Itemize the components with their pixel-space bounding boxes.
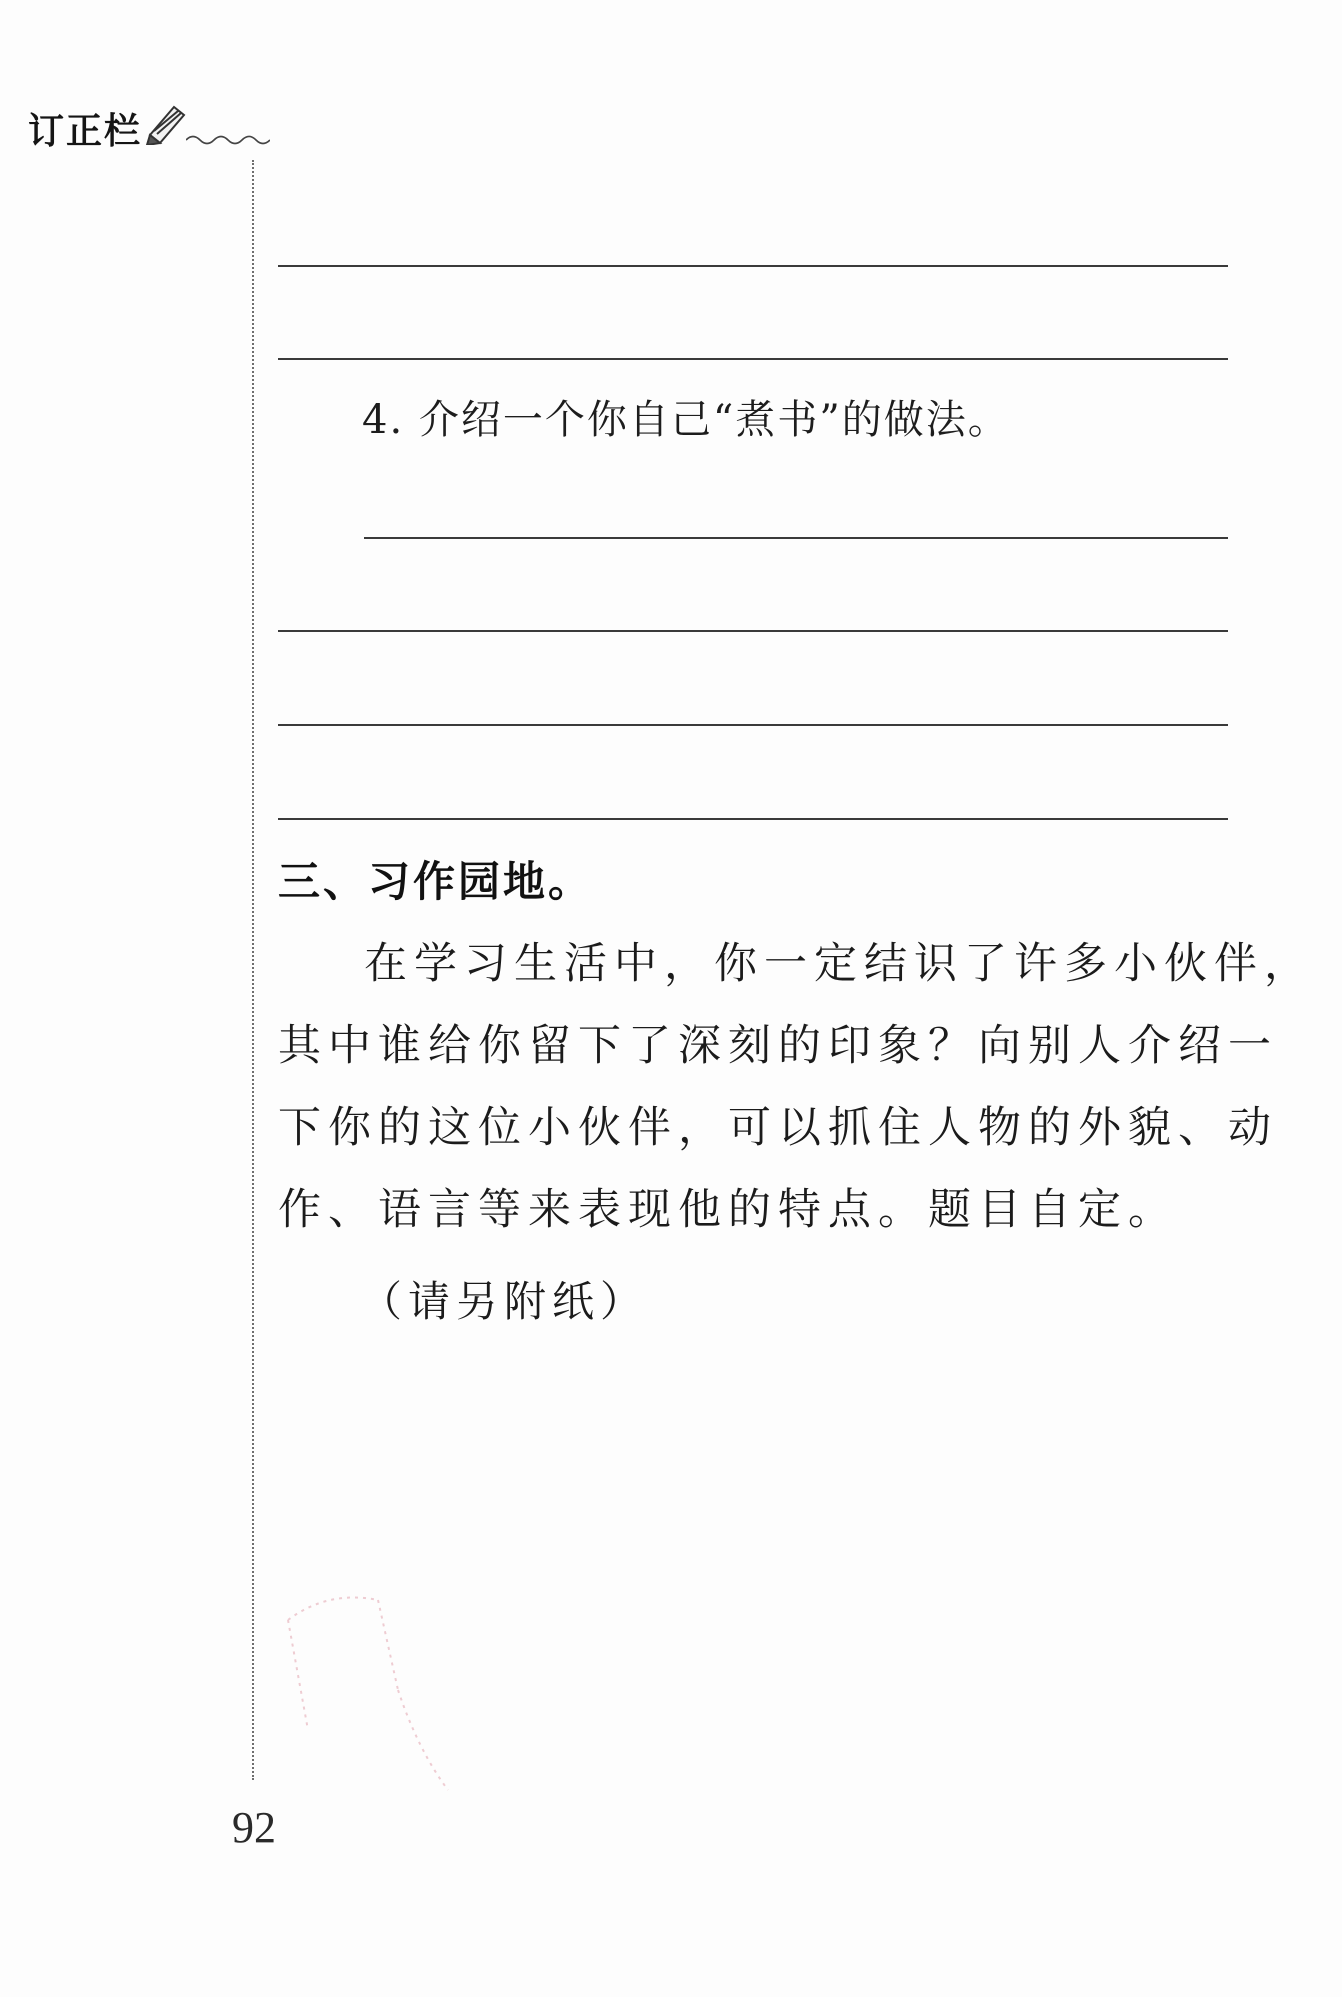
- answer-line[interactable]: [278, 724, 1228, 726]
- writing-prompt-line: 在学习生活中，你一定结识了许多小伙伴，: [364, 939, 1314, 989]
- answer-line[interactable]: [278, 818, 1228, 820]
- correction-column-title: 订正栏: [28, 110, 143, 152]
- correction-margin-dotted-line: [252, 160, 254, 1780]
- writing-prompt-line: 下你的这位小伙伴，可以抓住人物的外貌、动: [278, 1103, 1278, 1153]
- question-4-prompt: 4. 介绍一个你自己“煮书”的做法。: [362, 397, 1010, 443]
- faint-stamp-mark: [268, 1580, 468, 1810]
- wavy-line-icon: [186, 133, 270, 147]
- writing-prompt-line: 作、语言等来表现他的特点。题目自定。: [278, 1185, 1178, 1235]
- answer-line[interactable]: [278, 358, 1228, 360]
- answer-line[interactable]: [364, 537, 1228, 539]
- attach-paper-note: （请另附纸）: [360, 1277, 649, 1326]
- section-3-title: 三、习作园地。: [278, 857, 594, 906]
- writing-prompt-line: 其中谁给你留下了深刻的印象？向别人介绍一: [278, 1021, 1278, 1071]
- correction-column-header: [28, 98, 270, 158]
- page-number: 92: [232, 1803, 276, 1852]
- pencil-icon: [144, 101, 190, 145]
- answer-line[interactable]: [278, 630, 1228, 632]
- answer-line[interactable]: [278, 265, 1228, 267]
